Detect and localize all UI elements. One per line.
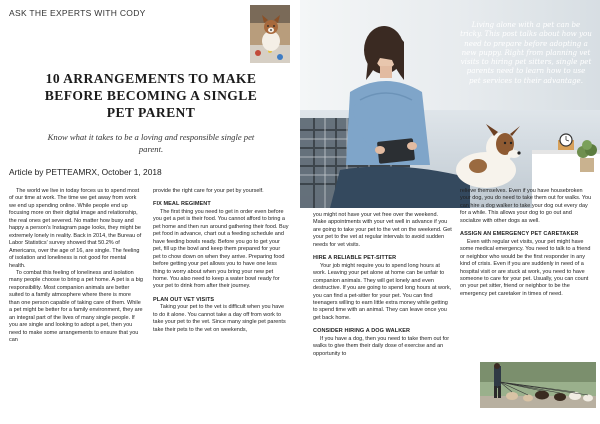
article-dek: Know what it takes to be a loving and responsible single pet parent. [47, 132, 255, 154]
right-page [300, 0, 600, 424]
hero-caption: Living alone with a pet can be tricky. This post talks about how you need to prepare before adopting a new puppy. Right from planning vet visits to hiring pet sitters, single pet parents need to learn how to use pet services to their advantage. [460, 20, 592, 85]
paragraph: Taking your pet to the vet is difficult when you have to do it alone. You cannot take a day off from work to take your pet to the vet. Since many single pet parents take their pets to the vet on weekends, [153, 304, 286, 333]
section-heading-dog-walker: CONSIDER HIRING A DOG WALKER [313, 328, 411, 335]
dog-walker-photo [480, 362, 596, 408]
article-column-2 [153, 188, 289, 334]
paragraph: If you have a dog, then you need to take them out for walks to give them their daily dose of exercise and an opportunity to [313, 335, 450, 357]
section-heading-pet-sitter: HIRE A RELIABLE PET-SITTER [313, 255, 397, 262]
article-column-1 [9, 188, 143, 345]
paragraph: The first thing you need to get in order even before you get a pet is their food. You cannot afford to bring a pet home and then run around gathering their food. Buy pet food in advance, chart out a feeding schedule and have feeding bowls ready. Before you go to get your pet, fill up the bowl and keep them prepared for your pet to chow down on when they arrive. Preparing food before getting your pet allows you to have one less thing to worry about when you bring your new pet home. You also need to keep a water bowl ready for your pet to drink from after their journey. [153, 208, 289, 290]
hero-photo [300, 0, 600, 208]
article-column-4 [460, 188, 594, 298]
column-label: ASK THE EXPERTS WITH CODY [9, 8, 146, 18]
author-dog-photo [250, 5, 290, 63]
paragraph: relieve themselves. Even if you have housebroken your dog, you do need to take them out for walks. You can hire a dog walker to take your dog out every day for a while. This allows your dog to go out and socialize with other dogs as well. [460, 188, 592, 224]
article-column-3 [313, 212, 453, 358]
article-headline: 10 ARRANGEMENTS TO MAKE BEFORE BECOMING A SINGLE PET PARENT [44, 71, 258, 120]
article-byline: Article by PETTEAMRX, October 1, 2018 [9, 167, 162, 177]
paragraph: Your job might require you to spend long hours at work. Leaving your pet alone at home can be unfair to companion animals. They will get lonely and even destructive. If you are going to spend long hours at work, you can find a pet-sitter for your pet. You can find teenagers willing to earn little extra money while getting to spend time with an animal. They can leave once you get back home. [313, 262, 452, 321]
paragraph: To combat this feeling of loneliness and isolation many people choose to bring a pet home. A pet is a big responsibility. Most companion animals are better suited to a family atmosphere where there is more than one person capable of taking care of them. While a pet might be better for a family environment, they are an integral part of the lives of many single people. If you are single and looking to adopt a pet, then you need to make some arrangements to ensure that you can [9, 269, 143, 344]
paragraph: you might not have your vet free over the weekend. Make appointments with your vet well in advance if you are going to take your pet to the vet on the weekend. Get your pet to the vet at regular intervals to avoid sudden needs for vet visits. [313, 212, 452, 248]
section-heading-vet: PLAN OUT VET VISITS [153, 296, 215, 303]
paragraph: provide the right care for your pet by yourself. [153, 188, 264, 194]
paragraph: Even with regular vet visits, your pet might have some medical emergency. You need to talk to a friend or neighbor who would be the first responder in any kind of crisis. Even if you are suddenly in need of a hospital visit or are stuck at work, you need to have someone to care for your pet. Usually, you can count on your pet sitter, friend or neighbor to be the emergency pet caretaker in times of need. [460, 238, 591, 297]
paragraph: The world we live in today forces us to spend most of our time at work. The time we get away from work we end up spending online. While people end up focusing more on their digital image and relationship, the real ones get severed. No matter how busy and happy a person's Instagram page looks, they might be extremely lonely in reality. Back in 2014, the Bureau of Labor Statistics' survey showed that 50.2% of Americans, over the age of 16, are single. The feeling of isolation and loneliness is not good for mental health. [9, 188, 142, 269]
section-heading-emergency: ASSIGN AN EMERGENCY PET CARETAKER [460, 231, 579, 238]
section-heading-meal: FIX MEAL REGIMENT [153, 201, 211, 208]
